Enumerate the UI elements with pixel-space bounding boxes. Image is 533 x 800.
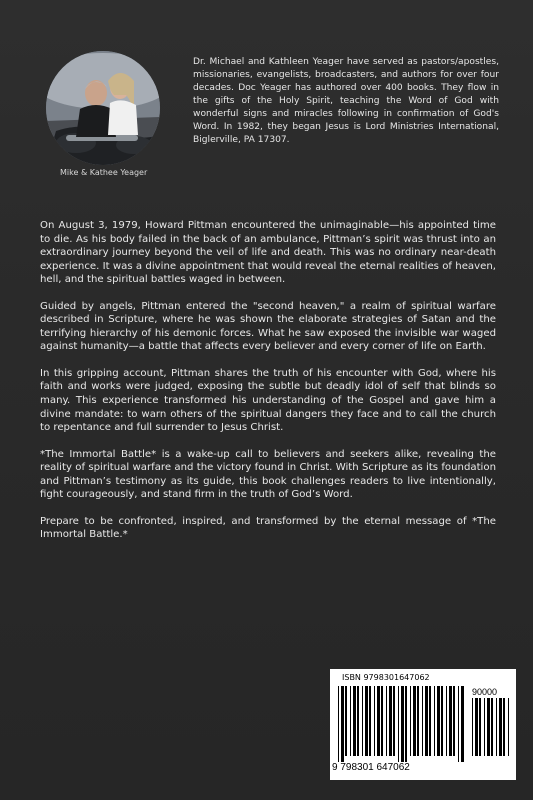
photo-caption: Mike & Kathee Yeager — [60, 168, 148, 177]
description-paragraph: Prepare to be confronted, inspired, and transformed by the eternal message of *The Immortal Battle.* — [40, 515, 496, 541]
price-barcode-bars — [472, 698, 510, 762]
description-paragraph: *The Immortal Battle* is a wake-up call to believers and seekers alike, revealing the reality of spiritual warfare and the victory found in Christ. With Scripture as its foundation and Pittman’s testimony as its guide, this book challenges readers to live intentionally, fight courageously, and stand firm in the truth of God’s Word. — [40, 448, 496, 501]
description-paragraph: In this gripping account, Pittman shares the truth of his encounter with God, where his faith and works were judged, exposing the subtle but deadly idol of self that blinds so many. This experience transformed his understanding of the Gospel and gave him a divine mandate: to warn others of the spiritual dangers they face and to call the church to repentance and full surrender to Jesus Christ. — [40, 367, 496, 434]
isbn-barcode — [330, 669, 516, 780]
author-bio: Dr. Michael and Kathleen Yeager have served as pastors/apostles, missionaries, evangelists, broadcasters, and authors for over four decades. Doc Yeager has authored over 400 books. They flow in the gifts of the Holy Spirit, teaching the Word of God with wonderful signs and miracles following in confirmation of God's Word. In 1982, they began Jesus is Lord Ministries International, Biglerville, PA 17307. — [193, 57, 499, 146]
book-description — [40, 219, 496, 555]
description-paragraph: On August 3, 1979, Howard Pittman encountered the unimaginable—his appointed time to die. As his body failed in the back of an ambulance, Pittman’s spirit was thrust into an extraordinary journey beyond the veil of life and death. This was no ordinary near-death experience. It was a divine appointment that would reveal the eternal realities of heaven, hell, and the spiritual battles waged in between. — [40, 220, 496, 286]
ean-digits: 9 798301 647062 — [332, 762, 410, 773]
price-code: 90000 — [472, 687, 498, 697]
isbn-label: ISBN 9798301647062 — [342, 673, 430, 682]
ean-barcode-bars — [338, 686, 465, 762]
author-photo — [46, 51, 160, 165]
description-paragraph: Guided by angels, Pittman entered the "second heaven," a realm of spiritual warfare described in Scripture, where he was shown the elaborate strategies of Satan and the terrifying hierarchy of his demonic forces. What he saw exposed the invisible war waged against humanity—a battle that affects every believer and every corner of life on Earth. — [40, 300, 496, 353]
